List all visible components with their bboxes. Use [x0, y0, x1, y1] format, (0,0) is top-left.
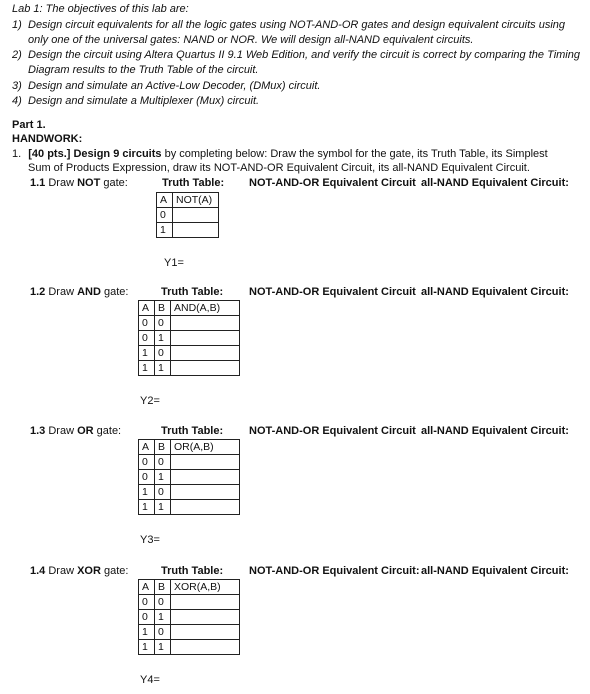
all-nand-heading: all-NAND Equivalent Circuit:	[421, 425, 569, 437]
objective-text: Design circuit equivalents for all the logic gates using NOT-AND-OR gates and design equivalent circuits using only one of the universal gates: NAND or NOR. We will design all-NAND equivalent circuits.	[28, 19, 566, 46]
table-cell: 0	[155, 485, 171, 500]
gate-label-or: 1.3 Draw OR gate:	[30, 425, 122, 437]
table-cell: 0	[139, 455, 155, 470]
table-row	[139, 470, 240, 485]
output-cell[interactable]	[171, 316, 240, 331]
table-header-row	[139, 440, 240, 455]
result-expression: Y2=	[140, 395, 160, 407]
table-cell: 1	[139, 625, 155, 640]
output-cell[interactable]	[173, 208, 219, 223]
objective-text: Design and simulate an Active-Low Decoder, (DMux) circuit.	[28, 80, 321, 92]
table-row	[139, 595, 240, 610]
column-header: OR(A,B)	[171, 440, 240, 455]
table-cell: 1	[157, 223, 173, 238]
table-header-row	[139, 580, 240, 595]
table-cell: 0	[155, 595, 171, 610]
table-cell: 0	[155, 455, 171, 470]
column-header: A	[139, 440, 155, 455]
table-header-row	[157, 193, 219, 208]
intro-heading: Lab 1: The objectives of this lab are:	[12, 3, 189, 15]
gate-label-and: 1.2 Draw AND gate:	[30, 286, 129, 298]
table-cell: 1	[139, 640, 155, 655]
output-cell[interactable]	[171, 640, 240, 655]
table-row	[157, 223, 219, 238]
objective-number: 1)	[12, 19, 22, 31]
table-cell: 0	[157, 208, 173, 223]
all-nand-heading: all-NAND Equivalent Circuit:	[421, 286, 569, 298]
column-header: A	[139, 301, 155, 316]
table-row	[139, 640, 240, 655]
output-cell[interactable]	[171, 610, 240, 625]
truth-table-title: Truth Table:	[162, 177, 225, 189]
all-nand-heading: all-NAND Equivalent Circuit:	[421, 177, 569, 189]
truth-table-title: Truth Table:	[161, 425, 224, 437]
not-and-or-heading: NOT-AND-OR Equivalent Circuit	[249, 286, 416, 298]
all-nand-heading: all-NAND Equivalent Circuit:	[421, 565, 569, 577]
output-cell[interactable]	[171, 625, 240, 640]
truth-table-title: Truth Table:	[161, 565, 224, 577]
question-text: by completing below: Draw the symbol for the gate, its Truth Table, its Simplest	[161, 148, 548, 160]
objective-number: 4)	[12, 95, 22, 107]
table-row	[139, 316, 240, 331]
table-cell: 0	[139, 316, 155, 331]
table-cell: 1	[155, 470, 171, 485]
table-cell: 1	[155, 610, 171, 625]
table-cell: 0	[139, 470, 155, 485]
table-cell: 1	[139, 361, 155, 376]
table-cell: 0	[155, 625, 171, 640]
output-cell[interactable]	[171, 331, 240, 346]
truth-table-or	[138, 439, 240, 515]
table-row	[139, 331, 240, 346]
table-cell: 0	[139, 595, 155, 610]
not-and-or-heading: NOT-AND-OR Equivalent Circuit	[249, 177, 416, 189]
column-header: B	[155, 301, 171, 316]
objective-text: Design and simulate a Multiplexer (Mux) circuit.	[28, 95, 260, 107]
column-header: B	[155, 440, 171, 455]
table-cell: 1	[155, 500, 171, 515]
table-cell: 1	[139, 500, 155, 515]
not-and-or-heading: NOT-AND-OR Equivalent Circuit:	[249, 565, 420, 577]
output-cell[interactable]	[171, 346, 240, 361]
table-cell: 1	[155, 640, 171, 655]
question-points: [40 pts.] Design 9 circuits	[28, 148, 162, 160]
question-1	[12, 148, 548, 160]
column-header: XOR(A,B)	[171, 580, 240, 595]
table-header-row	[139, 301, 240, 316]
column-header: A	[157, 193, 173, 208]
table-cell: 1	[155, 361, 171, 376]
table-row	[139, 500, 240, 515]
not-and-or-heading: NOT-AND-OR Equivalent Circuit	[249, 425, 416, 437]
table-cell: 1	[139, 346, 155, 361]
output-cell[interactable]	[173, 223, 219, 238]
table-row	[157, 208, 219, 223]
part-subtitle: HANDWORK:	[12, 133, 83, 145]
table-cell: 1	[155, 331, 171, 346]
table-cell: 0	[139, 331, 155, 346]
column-header: A	[139, 580, 155, 595]
table-cell: 0	[155, 316, 171, 331]
table-row	[139, 455, 240, 470]
truth-table-and	[138, 300, 240, 376]
output-cell[interactable]	[171, 500, 240, 515]
part-title: Part 1.	[12, 119, 46, 131]
table-cell: 0	[139, 610, 155, 625]
column-header: B	[155, 580, 171, 595]
truth-table-title: Truth Table:	[161, 286, 224, 298]
column-header: AND(A,B)	[171, 301, 240, 316]
output-cell[interactable]	[171, 455, 240, 470]
objective-number: 2)	[12, 49, 22, 61]
result-expression: Y1=	[164, 257, 184, 269]
column-header: NOT(A)	[173, 193, 219, 208]
output-cell[interactable]	[171, 361, 240, 376]
table-row	[139, 361, 240, 376]
question-1-line-2: Sum of Products Expression, draw its NOT-AND-OR Equivalent Circuit, its all-NAND Equivalent Circuit.	[28, 162, 530, 174]
table-cell: 1	[139, 485, 155, 500]
objective-number: 3)	[12, 80, 22, 92]
truth-table-xor	[138, 579, 240, 655]
table-row	[139, 485, 240, 500]
gate-label-not: 1.1 Draw NOT gate:	[30, 177, 128, 189]
table-row	[139, 610, 240, 625]
table-row	[139, 346, 240, 361]
output-cell[interactable]	[171, 485, 240, 500]
result-expression: Y3=	[140, 534, 160, 546]
result-expression: Y4=	[140, 674, 160, 686]
question-number: 1.	[12, 148, 22, 160]
output-cell[interactable]	[171, 595, 240, 610]
truth-table-not	[156, 192, 219, 238]
table-row	[139, 625, 240, 640]
objective-text: Design the circuit using Altera Quartus II 9.1 Web Edition, and verify the circuit is correct by comparing the Timing Diagram results to the Truth Table of the circuit.	[28, 49, 580, 76]
table-cell: 0	[155, 346, 171, 361]
output-cell[interactable]	[171, 470, 240, 485]
gate-label-xor: 1.4 Draw XOR gate:	[30, 565, 129, 577]
